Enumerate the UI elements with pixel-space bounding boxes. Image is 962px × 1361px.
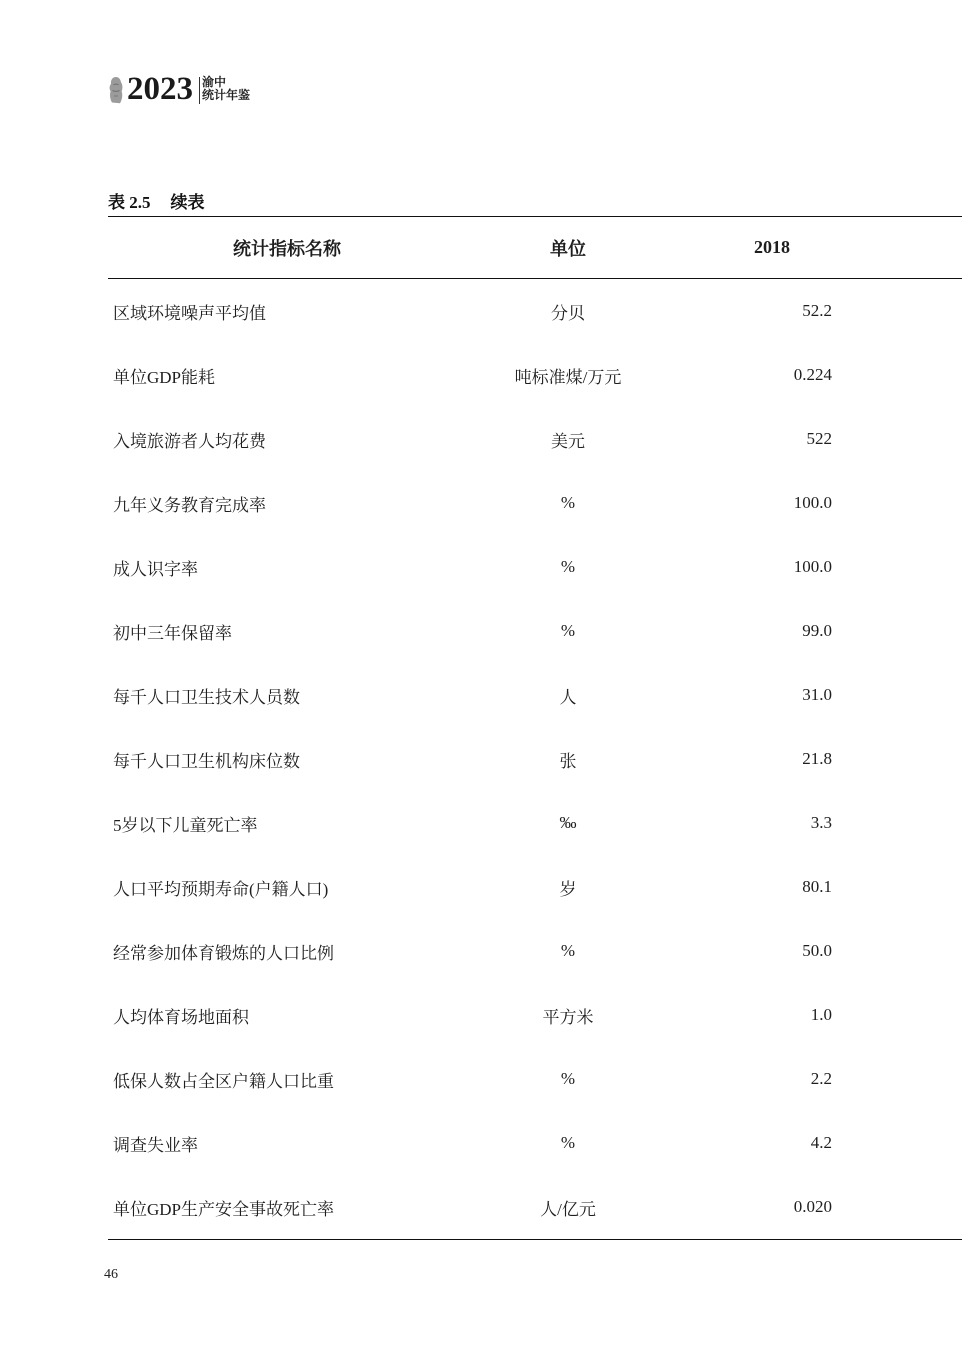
emblem-icon bbox=[108, 76, 124, 104]
table-row bbox=[108, 599, 962, 663]
table-row bbox=[108, 1175, 962, 1239]
yearbook-title-line1: 渝中 bbox=[202, 75, 227, 89]
table-row bbox=[108, 279, 962, 343]
indicator-name: 成人识字率 bbox=[113, 559, 198, 579]
unit-cell: % bbox=[560, 621, 576, 640]
unit-cell: 平方米 bbox=[542, 1007, 594, 1027]
indicator-name: 每千人口卫生机构床位数 bbox=[113, 751, 300, 771]
indicator-name: 九年义务教育完成率 bbox=[113, 495, 266, 515]
yearbook-title bbox=[202, 76, 250, 102]
column-header-unit: 单位 bbox=[550, 238, 586, 259]
value-2018-cell: 50.0 bbox=[802, 941, 832, 960]
table-row bbox=[108, 855, 962, 919]
table-row bbox=[108, 791, 962, 855]
page-number: 46 bbox=[104, 1267, 118, 1282]
table-header-row bbox=[108, 217, 962, 279]
table-row bbox=[108, 1047, 962, 1111]
unit-cell: ‰ bbox=[559, 813, 577, 832]
value-2018-cell: 0.020 bbox=[793, 1197, 832, 1216]
value-2018-cell: 21.8 bbox=[802, 749, 832, 768]
value-2018-cell: 1.0 bbox=[810, 1005, 832, 1024]
indicator-name: 每千人口卫生技术人员数 bbox=[113, 687, 300, 707]
indicator-name: 区域环境噪声平均值 bbox=[113, 303, 266, 323]
table-caption-number: 表 2.5 bbox=[108, 193, 151, 212]
indicator-name: 初中三年保留率 bbox=[113, 623, 232, 643]
value-2018-cell: 99.0 bbox=[802, 621, 832, 640]
header-divider bbox=[199, 77, 200, 104]
indicator-name: 入境旅游者人均花费 bbox=[113, 431, 266, 451]
value-2018-cell: 2.2 bbox=[810, 1069, 832, 1088]
unit-cell: 人 bbox=[559, 687, 577, 707]
unit-cell: 美元 bbox=[551, 431, 585, 451]
value-2018-cell: 4.2 bbox=[810, 1133, 832, 1152]
value-2018-cell: 0.224 bbox=[793, 365, 832, 384]
unit-cell: 分贝 bbox=[551, 303, 585, 323]
yearbook-year: 2023 bbox=[127, 71, 193, 107]
value-2018-cell: 522 bbox=[806, 429, 832, 448]
indicator-name: 经常参加体育锻炼的人口比例 bbox=[113, 943, 334, 963]
table-caption bbox=[108, 192, 205, 214]
value-2018-cell: 31.0 bbox=[802, 685, 832, 704]
unit-cell: % bbox=[560, 941, 576, 960]
unit-cell: % bbox=[560, 493, 576, 512]
table-row bbox=[108, 343, 962, 407]
unit-cell: % bbox=[560, 557, 576, 576]
table-row bbox=[108, 919, 962, 983]
unit-cell: 岁 bbox=[559, 879, 577, 899]
indicator-name: 人口平均预期寿命(户籍人口) bbox=[113, 879, 329, 899]
value-2018-cell: 3.3 bbox=[810, 813, 832, 832]
indicator-name: 低保人数占全区户籍人口比重 bbox=[113, 1071, 334, 1091]
value-2018-cell: 80.1 bbox=[802, 877, 832, 896]
unit-cell: 人/亿元 bbox=[540, 1199, 596, 1219]
column-header-indicator: 统计指标名称 bbox=[233, 238, 341, 259]
table-row bbox=[108, 471, 962, 535]
unit-cell: 张 bbox=[559, 751, 577, 771]
column-header-2018: 2018 bbox=[754, 237, 790, 257]
table-row bbox=[108, 407, 962, 471]
table-row bbox=[108, 535, 962, 599]
value-2018-cell: 100.0 bbox=[793, 557, 832, 576]
indicator-name: 调查失业率 bbox=[113, 1135, 198, 1155]
table-row bbox=[108, 727, 962, 791]
unit-cell: % bbox=[560, 1133, 576, 1152]
unit-cell: 吨标准煤/万元 bbox=[514, 367, 622, 387]
indicator-name: 单位GDP生产安全事故死亡率 bbox=[113, 1199, 335, 1219]
yearbook-title-line2: 统计年鉴 bbox=[202, 88, 251, 102]
value-2018-cell: 100.0 bbox=[793, 493, 832, 512]
table-caption-suffix: 续表 bbox=[170, 193, 205, 212]
table-row bbox=[108, 1111, 962, 1175]
indicator-name: 5岁以下儿童死亡率 bbox=[113, 815, 258, 835]
table-row bbox=[108, 663, 962, 727]
statistics-table bbox=[108, 216, 962, 1240]
indicator-name: 人均体育场地面积 bbox=[113, 1007, 249, 1027]
unit-cell: % bbox=[560, 1069, 576, 1088]
table-row bbox=[108, 983, 962, 1047]
indicator-name: 单位GDP能耗 bbox=[113, 367, 216, 387]
value-2018-cell: 52.2 bbox=[802, 301, 832, 320]
